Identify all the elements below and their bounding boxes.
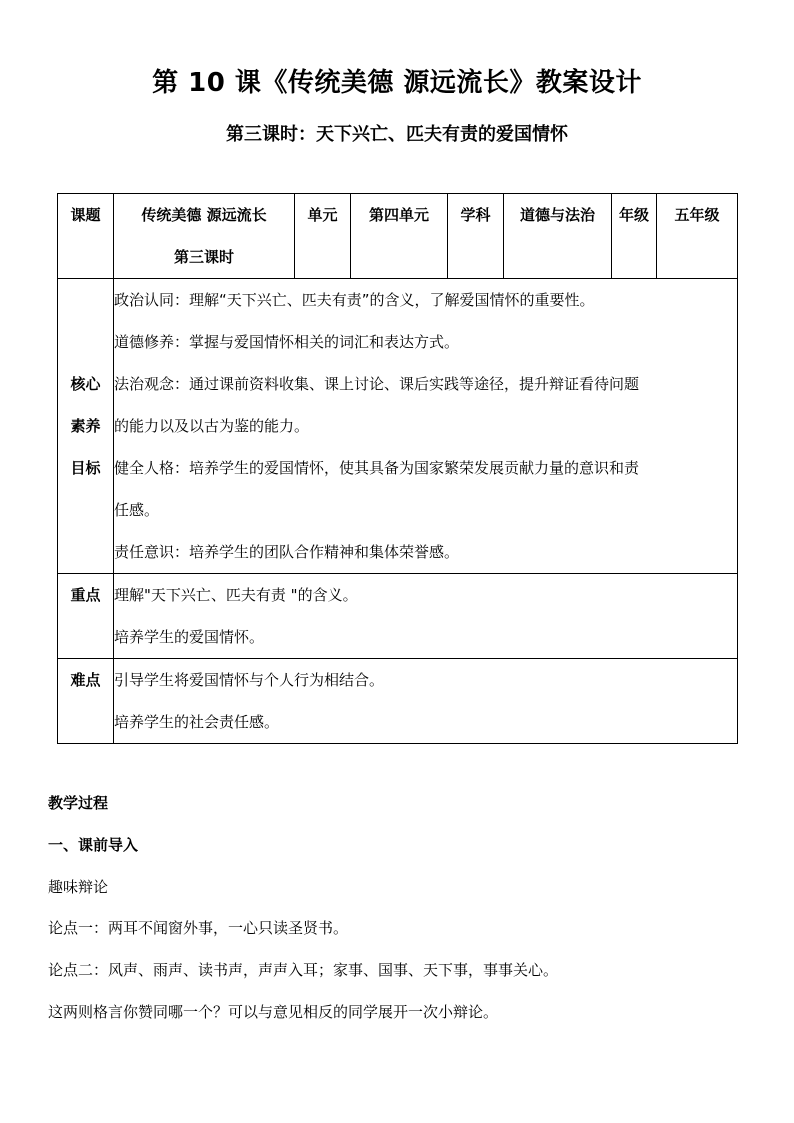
key-points-content: [114, 574, 738, 659]
core-label-line-1: 核心: [70, 375, 101, 393]
label-subject: 学科: [448, 194, 504, 279]
topic-cell: [114, 194, 295, 279]
core-line: 政治认同：理解“天下兴亡、匹夫有责”的含义，了解爱国情怀的重要性。: [114, 291, 595, 309]
core-line: 健全人格：培养学生的爱国情怀，使其具备为国家繁荣发展贡献力量的意识和责: [114, 459, 640, 477]
core-line: 责任意识：培养学生的团队合作精神和集体荣誉感。: [114, 543, 460, 561]
core-line: 法治观念：通过课前资料收集、课上讨论、课后实践等途径，提升辩证看待问题: [114, 375, 640, 393]
table-row-core-goals: [58, 279, 738, 574]
document-title: 第 10 课《传统美德 源远流长》教案设计: [152, 68, 642, 98]
difficulties-content: [114, 659, 738, 744]
core-line: 道德修养：掌握与爱国情怀相关的词汇和表达方式。: [114, 333, 460, 351]
key-line: 理解"天下兴亡、匹夫有责 "的含义。: [114, 586, 358, 604]
section-heading-intro: 一、课前导入: [48, 836, 139, 854]
topic-line-2: 第三课时: [173, 248, 234, 266]
process-heading: 教学过程: [48, 794, 109, 812]
debate-point-2: 论点二：风声、雨声、读书声，声声入耳；家事、国事、天下事，事事关心。: [48, 961, 559, 979]
label-topic: 课题: [58, 194, 114, 279]
document-subtitle: 第三课时：天下兴亡、匹夫有责的爱国情怀: [226, 124, 568, 145]
label-unit: 单元: [295, 194, 351, 279]
table-row-key-points: [58, 574, 738, 659]
table-row-difficulties: [58, 659, 738, 744]
difficulty-line: 引导学生将爱国情怀与个人行为相结合。: [114, 671, 385, 689]
key-points-label: 重点: [58, 574, 114, 659]
unit-value: 第四单元: [351, 194, 448, 279]
core-line: 任感。: [114, 501, 160, 519]
topic-line-1: 传统美德 源远流长: [141, 206, 267, 224]
lesson-info-table: [57, 193, 738, 744]
core-line: 的能力以及以古为鉴的能力。: [114, 417, 310, 435]
core-goals-content: [114, 279, 738, 574]
subject-value: 道德与法治: [504, 194, 612, 279]
core-goals-label: [58, 279, 114, 574]
core-label-line-3: 目标: [70, 459, 101, 477]
activity-title: 趣味辩论: [48, 878, 109, 896]
difficulties-label: 难点: [58, 659, 114, 744]
label-grade: 年级: [612, 194, 657, 279]
core-label-line-2: 素养: [70, 417, 101, 435]
table-row-header: [58, 194, 738, 279]
grade-value: 五年级: [657, 194, 738, 279]
difficulty-line: 培养学生的社会责任感。: [114, 713, 280, 731]
debate-question: 这两则格言你赞同哪一个？可以与意见相反的同学展开一次小辩论。: [48, 1003, 499, 1021]
key-line: 培养学生的爱国情怀。: [114, 628, 265, 646]
debate-point-1: 论点一：两耳不闻窗外事，一心只读圣贤书。: [48, 919, 349, 937]
